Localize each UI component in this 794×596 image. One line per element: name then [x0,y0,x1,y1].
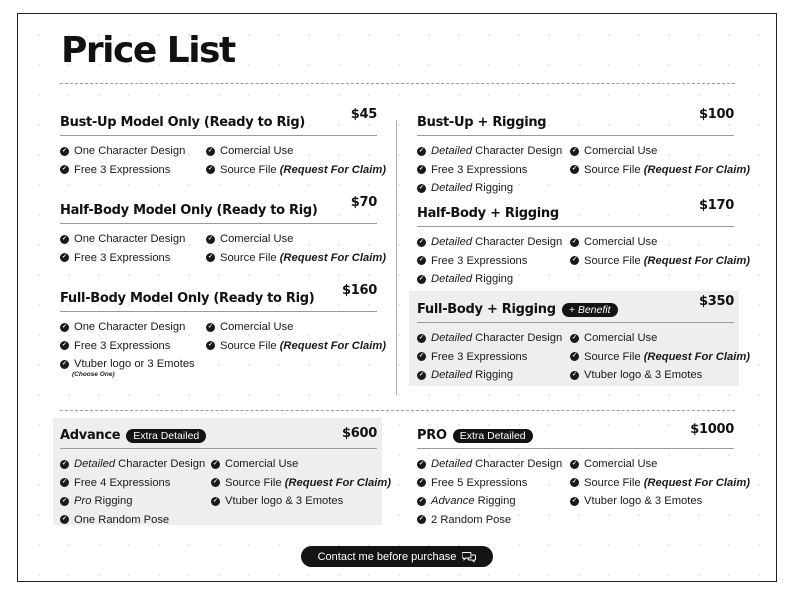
divider-middle [60,410,735,411]
package-title: Half-Body + Rigging [417,206,559,221]
feature-item: ✓ Detailed Rigging [418,369,514,382]
check-circle-icon: ✓ [418,238,425,245]
package-bust-up [60,107,386,185]
feature-item: ✓ Vtuber logo & 3 Emotes [212,495,344,508]
check-circle-icon: ✓ [418,460,425,467]
feature-item: ✓ Source File (Request For Claim) [571,254,750,267]
feature-item: ✓ Detailed Character Design [418,332,563,345]
benefit-badge: + Benefit [562,303,618,317]
check-circle-icon: ✓ [207,342,214,349]
check-circle-icon: ✓ [61,479,68,486]
feature-item: ✓ Advance Rigging [418,495,516,508]
check-circle-icon: ✓ [61,360,68,367]
package-title: Advance Extra Detailed [60,428,206,443]
feature-item: ✓ Source File (Request For Claim) [207,251,386,264]
check-circle-icon: ✓ [61,342,68,349]
check-circle-icon: ✓ [418,371,425,378]
feature-item: ✓ Free 3 Expressions [418,350,528,363]
package-rule [60,448,377,449]
check-circle-icon: ✓ [207,254,214,261]
feature-item: ✓ Vtuber logo or 3 Emotes [61,358,195,371]
check-circle-icon: ✓ [418,479,425,486]
feature-item: ✓ Detailed Rigging [418,273,514,286]
check-circle-icon: ✓ [61,497,68,504]
feature-item: ✓ Comercial Use [207,321,294,334]
feature-item: ✓ One Character Design [61,233,186,246]
column-separator [396,120,397,395]
feature-item: ✓ Source File (Request For Claim) [207,163,386,176]
package-price: $70 [350,195,377,210]
package-rule [417,226,734,227]
check-circle-icon: ✓ [571,353,578,360]
feature-item: ✓ Comercial Use [571,236,658,249]
check-circle-icon: ✓ [418,275,425,282]
feature-item: ✓ Detailed Character Design [418,145,563,158]
check-circle-icon: ✓ [207,235,214,242]
check-circle-icon: ✓ [212,497,219,504]
check-circle-icon: ✓ [61,516,68,523]
package-rule [60,311,377,312]
check-circle-icon: ✓ [571,166,578,173]
feature-item: ✓ Vtuber logo & 3 Emotes [571,369,703,382]
package-title: Bust-Up Model Only (Ready to Rig) [60,115,305,130]
package-price: $100 [699,107,734,122]
feature-item: ✓ 2 Random Pose [418,513,512,526]
feature-item: ✓ Source File (Request For Claim) [207,339,386,352]
check-circle-icon: ✓ [61,166,68,173]
package-bust-up-rigging [417,107,750,195]
package-price: $170 [699,198,734,213]
package-full-body-rigging [417,294,750,382]
package-pro [417,422,750,526]
check-circle-icon: ✓ [571,147,578,154]
check-circle-icon: ✓ [418,257,425,264]
feature-item: ✓ Detailed Rigging [418,182,514,195]
package-title: PRO Extra Detailed [417,428,533,443]
contact-button[interactable] [301,546,493,567]
check-circle-icon: ✓ [571,371,578,378]
feature-item: ✓ Vtuber logo & 3 Emotes [571,495,703,508]
feature-item: ✓ One Character Design [61,145,186,158]
divider-top [60,83,735,84]
check-circle-icon: ✓ [418,334,425,341]
feature-item: ✓ Comercial Use [571,145,658,158]
feature-item: ✓ Free 3 Expressions [61,339,171,352]
feature-item: ✓ Comercial Use [212,458,299,471]
feature-item: ✓ Source File (Request For Claim) [571,163,750,176]
check-circle-icon: ✓ [418,516,425,523]
check-circle-icon: ✓ [61,254,68,261]
feature-item: ✓ Free 3 Expressions [61,251,171,264]
check-circle-icon: ✓ [212,479,219,486]
feature-item: ✓ Comercial Use [571,458,658,471]
package-rule [60,135,377,136]
tier-badge: Extra Detailed [453,429,533,443]
package-price: $45 [350,107,377,122]
feature-item: ✓ Free 4 Expressions [61,476,171,489]
feature-item: ✓ Free 3 Expressions [61,163,171,176]
chat-bubbles-icon [462,551,476,563]
tier-badge: Extra Detailed [126,429,206,443]
check-circle-icon: ✓ [418,497,425,504]
package-price: $600 [342,426,377,441]
check-circle-icon: ✓ [212,460,219,467]
check-circle-icon: ✓ [571,479,578,486]
feature-item: ✓ One Character Design [61,321,186,334]
feature-item: ✓ Free 3 Expressions [418,163,528,176]
check-circle-icon: ✓ [571,257,578,264]
feature-item: ✓ Free 5 Expressions [418,476,528,489]
contact-label: Contact me before purchase [317,550,457,563]
check-circle-icon: ✓ [418,184,425,191]
check-circle-icon: ✓ [571,497,578,504]
check-circle-icon: ✓ [207,323,214,330]
package-half-body-rigging [417,198,750,286]
feature-item: ✓ Detailed Character Design [61,458,206,471]
package-rule [60,223,377,224]
check-circle-icon: ✓ [418,166,425,173]
feature-item: ✓ Detailed Character Design [418,236,563,249]
feature-item: ✓ One Random Pose [61,513,170,526]
feature-item: ✓ Comercial Use [571,332,658,345]
check-circle-icon: ✓ [61,147,68,154]
package-rule [417,448,734,449]
page-title: Price List [61,30,235,71]
package-title: Full-Body Model Only (Ready to Rig) [60,291,315,306]
feature-item: ✓ Pro Rigging [61,495,133,508]
package-advance [60,426,391,526]
choice-note: (Choose One) [72,370,115,378]
package-title: Half-Body Model Only (Ready to Rig) [60,203,318,218]
check-circle-icon: ✓ [571,238,578,245]
feature-item: ✓ Free 3 Expressions [418,254,528,267]
check-circle-icon: ✓ [207,166,214,173]
check-circle-icon: ✓ [61,323,68,330]
check-circle-icon: ✓ [571,334,578,341]
feature-item: ✓ Source File (Request For Claim) [571,350,750,363]
check-circle-icon: ✓ [207,147,214,154]
package-title: Full-Body + Rigging + Benefit [417,302,618,317]
package-price: $350 [699,294,734,309]
feature-item: ✓ Source File (Request For Claim) [571,476,750,489]
check-circle-icon: ✓ [61,460,68,467]
feature-item: ✓ Comercial Use [207,233,294,246]
package-title: Bust-Up + Rigging [417,115,547,130]
package-price: $160 [342,283,377,298]
feature-item: ✓ Source File (Request For Claim) [212,476,391,489]
package-half-body [60,195,386,273]
feature-item: ✓ Comercial Use [207,145,294,158]
package-full-body [60,283,386,381]
check-circle-icon: ✓ [418,147,425,154]
check-circle-icon: ✓ [571,460,578,467]
package-price: $1000 [690,422,734,437]
feature-item: ✓ Detailed Character Design [418,458,563,471]
check-circle-icon: ✓ [418,353,425,360]
package-rule [417,135,734,136]
check-circle-icon: ✓ [61,235,68,242]
package-rule [417,322,734,323]
